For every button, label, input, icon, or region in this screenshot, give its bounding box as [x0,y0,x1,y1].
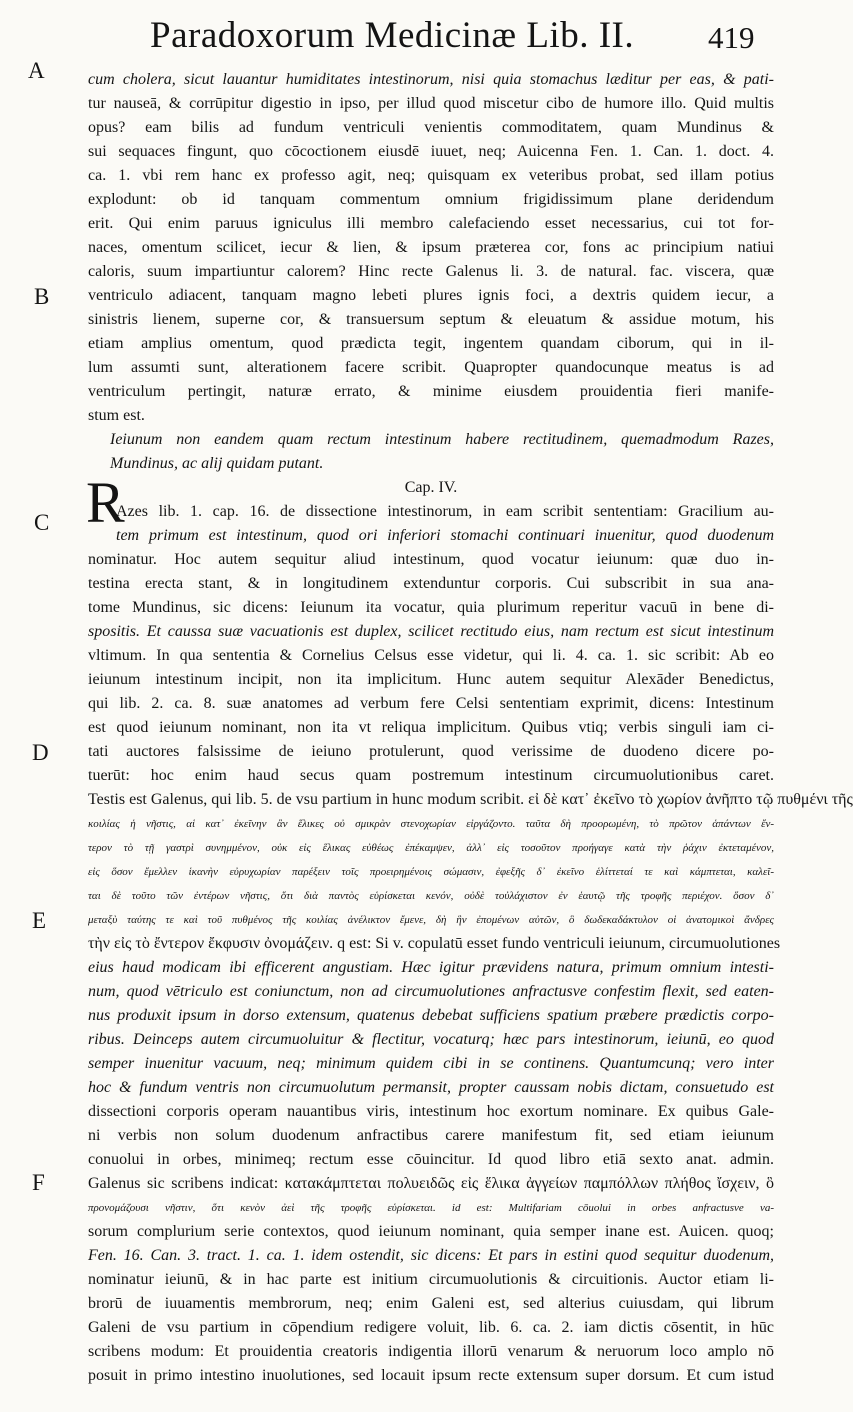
greek-line: εἰς ὅσον ἔμελλεν ἱκανὴν εὐρυχωρίαν παρέξειν τοῖς προειρημένοις σώμασιν, ἐφεξῆς δ᾿ ἐκεῖνο ἑλίττεταί τε καὶ κάμπτεται, καλεῖ- [88,866,774,878]
text-line: stum est. [88,407,145,424]
text-line [88,1388,774,1412]
text-line: ventriculo adiacent, tanquam magno lebeti plures ignis foci, a dextris quidem iecur, a [88,287,774,304]
text-line: sorum complurium serie contextos, quod ieiunum nominant, quia semper inane est. Auicen. quoq; [88,1223,774,1240]
text-line: sui sequaces fingunt, quo cōcoctionem eiusdē iuuet, neq; Auicenna Fen. 1. Can. 1. doct. 4. [88,143,774,160]
text-line: nominatur. Hoc autem sequitur aliud intestinum, quod vocatur ieiunum: quæ duo in- [88,551,774,568]
margin-letter-c: C [34,510,50,535]
main-text [88,68,853,1412]
text-line: cum cholera, sicut lauantur humiditates intestinorum, nisi quia stomachus læditur per eas, & pati- [88,71,774,88]
text-line: explodunt: ob id tanquam commentum omnium frigidissimum plane deridendum [88,191,774,208]
text-line: tur nauseā, & corrūpitur digestio in ipso, per illud quod miscetur cibo de humore illo. Quid multis [88,95,774,112]
text-line: semper inuenitur vacuum, neq; minimum quidem cibi in se continens. Quantumcunq; vero inter [88,1055,774,1072]
text-line: spositis. Et caussa suæ vacuationis est duplex, scilicet rectitudo eius, nam rectum est sicut intestinum [88,623,774,640]
greek-line: τερον τὸ τῇ γαστρὶ συνημμένον, οὐκ εἰς ἕλικας εὐθέως ἐπέκαμψεν, ἀλλ᾿ εἰς τοσοῦτον προήγαγε κατὰ τὴν ῥάχιν ἐκτεταμένον, [88,842,774,854]
margin-letter-e: E [32,908,47,933]
drop-cap: R [86,470,125,535]
chapter-summary: Ieiunum non eandem quam rectum intestinum habere rectitudinem, quemadmodum Razes, [110,431,774,448]
page-number: 419 [708,20,755,55]
text-line: sinistris lienem, superne cor, & transuersum septum & eleuatum & assidue motum, his [88,311,774,328]
text-line: caloris, suum impartiuntur calorem? Hinc recte Galenus li. 3. de natural. fac. viscera, quæ [88,263,774,280]
text-line: tem primum est intestinum, quod ori inferiori stomachi continuari inuenitur, quod duodenum [116,527,774,544]
margin-letter-f: F [32,1170,45,1195]
text-line: Galenus sic scribens indicat: κατακάμπτεται πολυειδῶς εἰς ἕλικα ἀγγείων παμπόλλων πλήθος ἴσχειν, ὃ [88,1175,774,1192]
text-line: tuerūt: hoc enim haud secus quam postremum intestinum circumuolutionibus caret. [88,767,774,784]
text-line: nus produxit ipsum in dorso extensum, quatenus debebat sufficiens spatium præbere prædictis corpo- [88,1007,774,1024]
text-line: ventriculum pertingit, naturæ errato, & minime eiusdem prouidentia fieri manife- [88,383,774,400]
margin-letter-d: D [32,740,49,765]
text-line: brorū de iuuamentis membrorum, neq; enim Galeni est, sed alterius cuiusdam, qui librum [88,1295,774,1312]
text-line: dissectioni corporis operam nauantibus viris, intestinum hoc exortum nominare. Ex quibus Gale- [88,1103,774,1120]
margin-letter-b: B [34,284,50,309]
chapter-summary: Mundinus, ac alij quidam putant. [110,455,324,472]
text-line: tome Mundinus, sic dicens: Ieiunum ita vocatur, quia plurimum reperitur vacuū in bene di- [88,599,774,616]
text-line: qui lib. 2. ca. 8. suæ anatomes ad verbum fere Celsi sententiam exprimit, dicens: Intestinum [88,695,774,712]
running-title: Paradoxorum Medicinæ Lib. II. [150,15,635,56]
text-line: ni verbis non solum duodenum anfractibus carere manifestum fit, sed etiam ieiunum [88,1127,774,1144]
text-line: etiam amplius omentum, quod prædicta tegit, ingentem quandam ciborum, qui in il- [88,335,774,352]
text-line: τὴν εἰς τὸ ἔντερον ἔκφυσιν ὀνομάζειν. q est: Si v. copulatū esset fundo ventriculi ieiunum, circumuolutiones [88,935,781,952]
text-line: Galeni de vsu partium in cōpendium redigere voluit, lib. 6. ca. 2. iam dictis cōsentit, in hūc [88,1319,774,1336]
text-line: naces, omentum scilicet, iecur & lien, & ipsum præterea cor, fons ac principium natiui [88,239,774,256]
page-header [0,14,800,64]
greek-line: ται δὲ τοῦτο τῶν ἐντέρων νῆστις, ὅτι διὰ παντὸς εὑρίσκεται κενόν, οὐδὲ τοὐλάχιστον ἐν ἑαυτῷ τῆς τροφῆς περιέχον. ὅσον δ᾿ [88,890,774,902]
text-line: Azes lib. 1. cap. 16. de dissectione intestinorum, in eam scribit sententiam: Gracilium au- [116,503,774,520]
margin-letter-a: A [28,58,45,83]
text-line: posuit in primo intestino inuolutiones, sed locauit ipsum recte extensum super dorsum. Et cum istud [88,1367,774,1384]
text-line: erit. Qui enim paruus igniculus illi membro calefaciendo esset necessarius, cui tot for- [88,215,774,232]
text-line: conuolui in orbes, minimeq; rectum esse cōuincitur. Id quod libro etiā sexto anat. admin. [88,1151,774,1168]
text-line: testina erecta stant, & in longitudinem extenduntur corporis. Cui subscribit in sua ana- [88,575,774,592]
chapter-heading: Cap. IV. [404,479,458,496]
text-line: est quod ieiunum nominant, non ita vt reliqua implicitum. Quibus vtiq; verbis singuli iam ci- [88,719,774,736]
text-line: nominatur ieiunū, & in hac parte est initium circumuolutionis & circuitionis. Auctor etiam li- [88,1271,774,1288]
text-line: opus? eam bilis ad fundum ventriculi venientis commoditatem, quam Mundinus & [88,119,774,136]
text-line: scribens modum: Et prouidentia creatoris indigentia illorū venarum & neruorum loco amplo nō [88,1343,774,1360]
text-line: Fen. 16. Can. 3. tract. 1. ca. 1. idem ostendit, sic dicens: Et pars in estini quod sequitur duodenum, [88,1247,774,1264]
greek-line: κοιλίας ἡ νῆστις, αἱ κατ᾿ ἐκεῖνην ἂν ἕλικες οὐ σμικρὰν στενοχωρίαν εἰργάζοντο. ταῦτα δὴ προορωμένη, τὸ πρῶτον ἁπάντων ἔν- [88,818,774,830]
text-line: ca. 1. vbi rem hanc ex professo agit, neq; quisquam ex veteribus probat, sed illam potius [88,167,774,184]
greek-line: προνομάζουσι νῆστιν, ὅτι κενὸν ἀεὶ τῆς τροφῆς εὑρίσκεται. id est: Multifariam cōuolui in orbes anfractusve va- [88,1202,774,1214]
text-line: ribus. Deinceps autem circumuoluitur & flectitur, vocaturq; hæc pars intestinorum, ieiunū, eo quod [88,1031,774,1048]
text-line: Testis est Galenus, qui lib. 5. de vsu partium in hunc modum scribit. εἰ δὲ κατ᾿ ἐκεῖνο τὸ χωρίον ἀνῆπτο τῷ πυθμένι τῆς [88,791,853,808]
greek-line: μεταξὺ ταύτης τε καὶ τοῦ πυθμένος τῆς κοιλίας ἀνέλικτον ἔμενε, δὴ ἣν ἐπομένων αὐτῶν, ὃ δωδεκαδάκτυλον οἱ ἀνατομικοὶ ἄνδρες [88,914,774,926]
text-line: ieiunum intestinum incipit, non ita implicitum. Hunc autem sequitur Alexāder Benedictus, [88,671,774,688]
text-line: eius haud modicam ibi efficerent angustiam. Hæc igitur prævidens natura, primum omnium intesti- [88,959,774,976]
text-line: tati auctores falsissime de ieiuno protulerunt, quod verissime de duodeno dicere po- [88,743,774,760]
text-line: hoc & fundum ventris non circumuolutum permansit, propter caussam nobis dictam, consuetudo est [88,1079,774,1096]
text-line: num, quod vētriculo est coniunctum, non ad circumuolutiones anfractusve confestim flexit, sed eaten- [88,983,774,1000]
text-line: vltimum. In qua sententia & Cornelius Celsus esse videtur, qui li. 4. ca. 1. sic scribit: Ab eo [88,647,774,664]
text-line: lum assumti sunt, alterationem facere scribit. Quapropter quandocunque meatus is ad [88,359,774,376]
